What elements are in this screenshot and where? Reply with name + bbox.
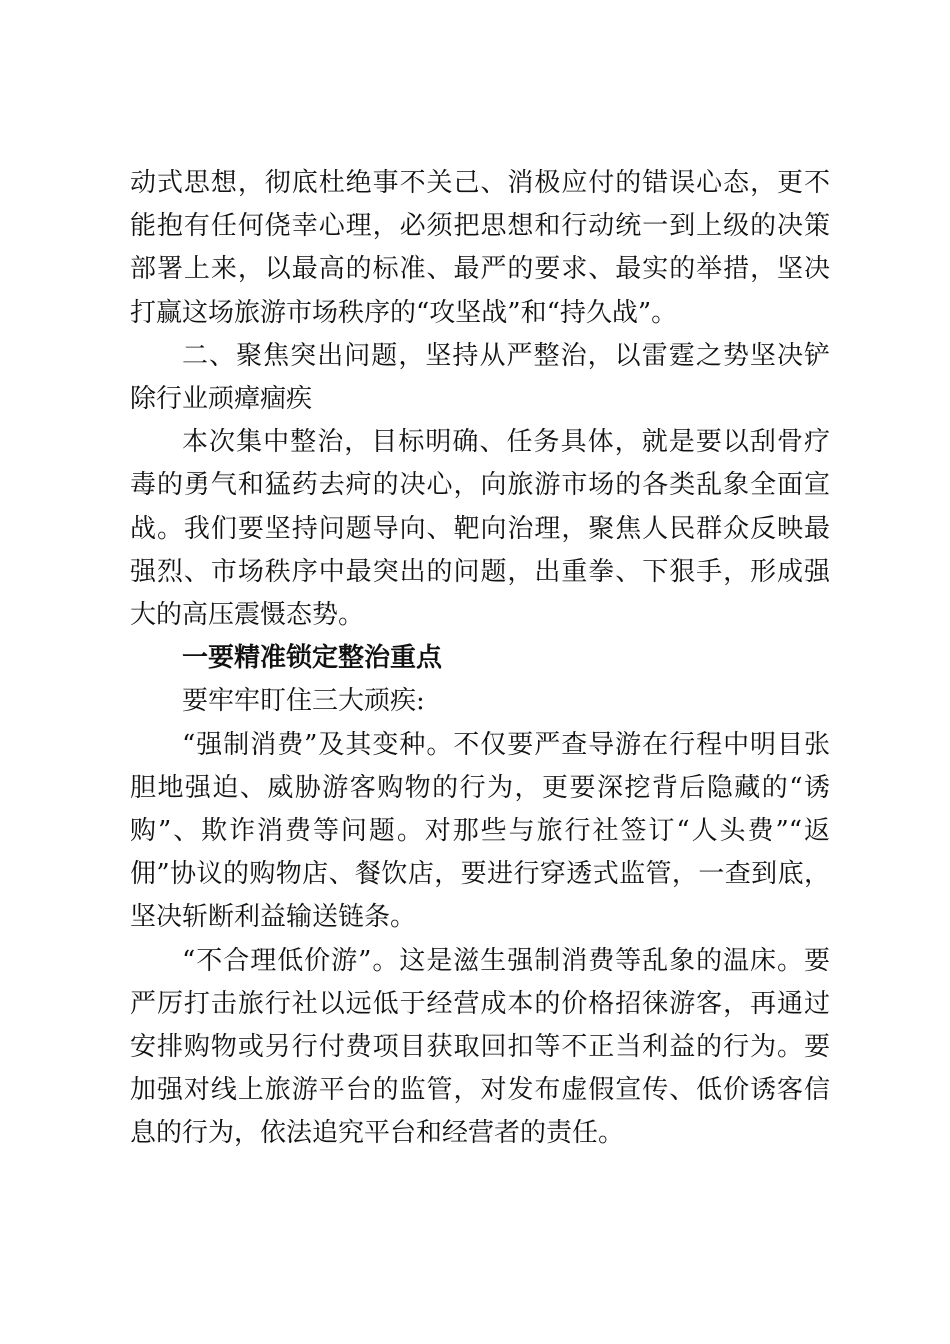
paragraph-intro: 要牢牢盯住三大顽疾: bbox=[182, 686, 425, 717]
paragraph-body: 本次集中整治，目标明确、任务具体，就是要以刮骨疗毒的勇气和猛药去疴的决心，向旅游市场的各类乱象全面宣战。我们要坚持问题导向、靶向治理，聚焦人民群众反映最强烈、市场秩序中最突出的问题，出重拳、下狠手，形成强大的高压震慑态势。 bbox=[130, 427, 830, 631]
document-body bbox=[130, 162, 830, 1156]
paragraph-item-low-price-tour: “不合理低价游”。这是滋生强制消费等乱象的温床。要严厉打击旅行社以远低于经营成本的价格招徕游客，再通过安排购物或另行付费项目获取回扣等不正当利益的行为。要加强对线上旅游平台的监管，对发布虚假宣传、低价诱客信息的行为，依法追究平台和经营者的责任。 bbox=[130, 945, 830, 1149]
section-heading: 二、聚焦突出问题，坚持从严整治，以雷霆之势坚决铲除行业顽瘴痼疾 bbox=[130, 340, 830, 415]
paragraph-item-forced-consumption: “强制消费”及其变种。不仅要严查导游在行程中明目张胆地强迫、威胁游客购物的行为，更要深挖背后隐藏的“诱购”、欺诈消费等问题。对那些与旅行社签订“人头费”“返佣”协议的购物店、餐饮店，要进行穿透式监管，一查到底，坚决斩断利益输送链条。 bbox=[130, 729, 830, 933]
subsection-heading: 一要精准锁定整治重点 bbox=[182, 643, 443, 674]
paragraph-continuation: 动式思想，彻底杜绝事不关己、消极应付的错误心态，更不能抱有任何侥幸心理，必须把思想和行动统一到上级的决策部署上来，以最高的标准、最严的要求、最实的举措，坚决打赢这场旅游市场秩序的“攻坚战”和“持久战”。 bbox=[130, 168, 830, 328]
